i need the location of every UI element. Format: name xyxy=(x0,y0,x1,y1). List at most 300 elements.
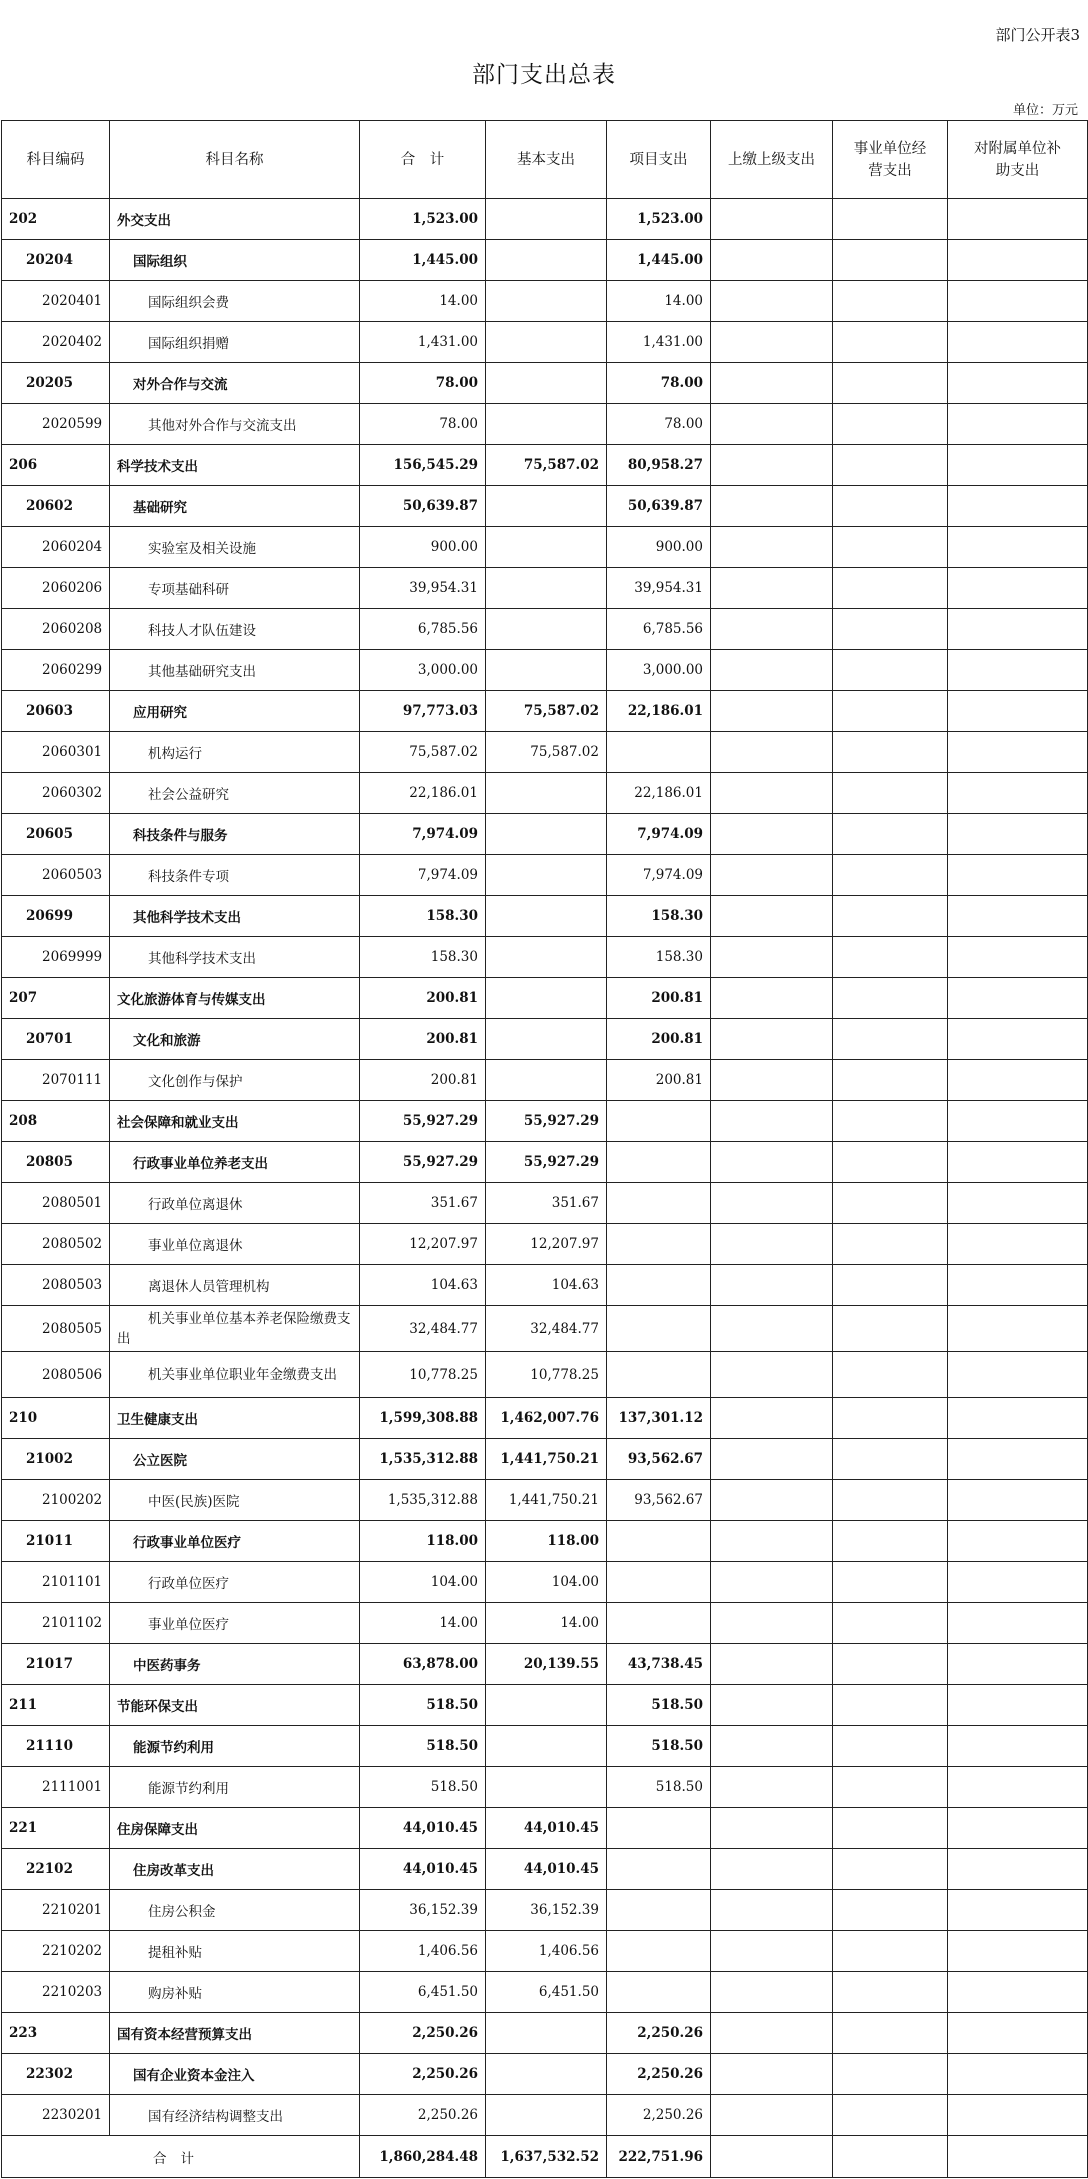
table-row xyxy=(2,322,1088,363)
project-cell: 1,523.00 xyxy=(607,199,711,240)
total-cell: 2,250.26 xyxy=(360,2013,486,2054)
subsidy-cell xyxy=(948,1521,1088,1562)
project-cell xyxy=(607,1849,711,1890)
total-cell: 518.50 xyxy=(360,1685,486,1726)
business-operation-cell xyxy=(833,609,948,650)
total-project: 222,751.96 xyxy=(607,2136,711,2178)
business-operation-cell xyxy=(833,691,948,732)
total-cell: 2,250.26 xyxy=(360,2095,486,2136)
subject-code-cell: 2020402 xyxy=(2,322,110,363)
project-cell: 22,186.01 xyxy=(607,691,711,732)
subject-code-cell: 2060503 xyxy=(2,855,110,896)
basic-cell: 1,441,750.21 xyxy=(486,1480,607,1521)
table-row xyxy=(2,281,1088,322)
upper-remit-cell xyxy=(711,1562,833,1603)
subsidy-cell xyxy=(948,1183,1088,1224)
subsidy-cell xyxy=(948,1142,1088,1183)
upper-remit-cell xyxy=(711,240,833,281)
business-operation-cell xyxy=(833,1521,948,1562)
basic-cell: 55,927.29 xyxy=(486,1142,607,1183)
table-row xyxy=(2,650,1088,691)
subject-name-cell: 行政单位医疗 xyxy=(110,1562,360,1603)
subject-name-cell: 其他基础研究支出 xyxy=(110,650,360,691)
subsidy-cell xyxy=(948,1398,1088,1439)
business-operation-cell xyxy=(833,1060,948,1101)
business-operation-cell xyxy=(833,445,948,486)
subsidy-cell xyxy=(948,1352,1088,1398)
table-row xyxy=(2,1265,1088,1306)
project-cell xyxy=(607,1931,711,1972)
header-total: 合 计 xyxy=(360,121,486,199)
total-cell: 6,785.56 xyxy=(360,609,486,650)
total-subsidy xyxy=(948,2136,1088,2178)
total-cell: 1,431.00 xyxy=(360,322,486,363)
subject-name-cell: 社会保障和就业支出 xyxy=(110,1101,360,1142)
project-cell: 158.30 xyxy=(607,937,711,978)
table-row xyxy=(2,1101,1088,1142)
business-operation-cell xyxy=(833,1265,948,1306)
subject-code-cell: 223 xyxy=(2,2013,110,2054)
subject-code-cell: 211 xyxy=(2,1685,110,1726)
subject-code-cell: 2230201 xyxy=(2,2095,110,2136)
subject-name-cell: 文化和旅游 xyxy=(110,1019,360,1060)
basic-cell: 6,451.50 xyxy=(486,1972,607,2013)
table-row xyxy=(2,240,1088,281)
upper-remit-cell xyxy=(711,855,833,896)
subject-code-cell: 21002 xyxy=(2,1439,110,1480)
project-cell: 22,186.01 xyxy=(607,773,711,814)
total-cell: 1,406.56 xyxy=(360,1931,486,1972)
subject-name-cell: 国际组织捐赠 xyxy=(110,322,360,363)
basic-cell: 351.67 xyxy=(486,1183,607,1224)
project-cell: 78.00 xyxy=(607,363,711,404)
subject-code-cell: 2080502 xyxy=(2,1224,110,1265)
total-cell: 200.81 xyxy=(360,978,486,1019)
project-cell xyxy=(607,1265,711,1306)
basic-cell xyxy=(486,486,607,527)
basic-cell: 118.00 xyxy=(486,1521,607,1562)
basic-cell xyxy=(486,568,607,609)
subject-name-cell: 对外合作与交流 xyxy=(110,363,360,404)
upper-remit-cell xyxy=(711,1101,833,1142)
total-label: 合计 xyxy=(2,2136,360,2178)
total-cell: 78.00 xyxy=(360,404,486,445)
project-cell: 518.50 xyxy=(607,1767,711,1808)
upper-remit-cell xyxy=(711,1603,833,1644)
project-cell xyxy=(607,1101,711,1142)
total-cell: 44,010.45 xyxy=(360,1849,486,1890)
upper-remit-cell xyxy=(711,1849,833,1890)
basic-cell: 10,778.25 xyxy=(486,1352,607,1398)
project-cell: 6,785.56 xyxy=(607,609,711,650)
basic-cell: 75,587.02 xyxy=(486,691,607,732)
business-operation-cell xyxy=(833,404,948,445)
basic-cell xyxy=(486,281,607,322)
subject-code-cell: 207 xyxy=(2,978,110,1019)
project-cell: 200.81 xyxy=(607,1019,711,1060)
header-subsidy: 对附属单位补助支出 xyxy=(948,121,1088,199)
business-operation-cell xyxy=(833,1767,948,1808)
total-cell: 200.81 xyxy=(360,1060,486,1101)
upper-remit-cell xyxy=(711,199,833,240)
subject-name-cell: 基础研究 xyxy=(110,486,360,527)
total-cell: 75,587.02 xyxy=(360,732,486,773)
business-operation-cell xyxy=(833,937,948,978)
total-cell: 1,523.00 xyxy=(360,199,486,240)
total-upper-remit xyxy=(711,2136,833,2178)
header-upper-remit: 上缴上级支出 xyxy=(711,121,833,199)
total-cell: 12,207.97 xyxy=(360,1224,486,1265)
project-cell: 518.50 xyxy=(607,1685,711,1726)
upper-remit-cell xyxy=(711,1890,833,1931)
project-cell: 2,250.26 xyxy=(607,2054,711,2095)
business-operation-cell xyxy=(833,1603,948,1644)
project-cell: 2,250.26 xyxy=(607,2095,711,2136)
project-cell xyxy=(607,1306,711,1352)
upper-remit-cell xyxy=(711,937,833,978)
table-row xyxy=(2,1603,1088,1644)
upper-remit-cell xyxy=(711,1521,833,1562)
total-cell: 156,545.29 xyxy=(360,445,486,486)
subject-name-cell: 机构运行 xyxy=(110,732,360,773)
basic-cell xyxy=(486,322,607,363)
subject-code-cell: 20805 xyxy=(2,1142,110,1183)
project-cell: 1,431.00 xyxy=(607,322,711,363)
subject-code-cell: 2210202 xyxy=(2,1931,110,1972)
total-cell: 10,778.25 xyxy=(360,1352,486,1398)
table-row xyxy=(2,1521,1088,1562)
business-operation-cell xyxy=(833,1849,948,1890)
project-cell xyxy=(607,1808,711,1849)
upper-remit-cell xyxy=(711,650,833,691)
subject-name-cell: 行政单位离退休 xyxy=(110,1183,360,1224)
subsidy-cell xyxy=(948,1060,1088,1101)
table-number-label: 部门公开表3 xyxy=(995,26,1080,44)
subject-name-cell: 能源节约利用 xyxy=(110,1767,360,1808)
table-row xyxy=(2,527,1088,568)
basic-cell xyxy=(486,404,607,445)
total-cell: 55,927.29 xyxy=(360,1101,486,1142)
basic-cell: 14.00 xyxy=(486,1603,607,1644)
upper-remit-cell xyxy=(711,2054,833,2095)
project-cell: 1,445.00 xyxy=(607,240,711,281)
subsidy-cell xyxy=(948,1767,1088,1808)
subject-name-cell: 提租补贴 xyxy=(110,1931,360,1972)
total-cell: 14.00 xyxy=(360,281,486,322)
subsidy-cell xyxy=(948,1306,1088,1352)
total-cell: 55,927.29 xyxy=(360,1142,486,1183)
subject-code-cell: 2060206 xyxy=(2,568,110,609)
subject-name-cell: 其他科学技术支出 xyxy=(110,896,360,937)
subsidy-cell xyxy=(948,2095,1088,2136)
subject-code-cell: 221 xyxy=(2,1808,110,1849)
subject-name-cell: 离退休人员管理机构 xyxy=(110,1265,360,1306)
upper-remit-cell xyxy=(711,322,833,363)
subject-name-cell: 机关事业单位职业年金缴费支出 xyxy=(110,1352,360,1398)
subsidy-cell xyxy=(948,1439,1088,1480)
total-cell: 200.81 xyxy=(360,1019,486,1060)
business-operation-cell xyxy=(833,1931,948,1972)
business-operation-cell xyxy=(833,568,948,609)
subject-code-cell: 2060204 xyxy=(2,527,110,568)
basic-cell xyxy=(486,650,607,691)
subsidy-cell xyxy=(948,855,1088,896)
basic-cell xyxy=(486,609,607,650)
total-cell: 518.50 xyxy=(360,1767,486,1808)
total-cell: 97,773.03 xyxy=(360,691,486,732)
basic-cell xyxy=(486,814,607,855)
total-cell: 50,639.87 xyxy=(360,486,486,527)
subject-code-cell: 2080501 xyxy=(2,1183,110,1224)
upper-remit-cell xyxy=(711,1480,833,1521)
basic-cell xyxy=(486,896,607,937)
subject-name-cell: 住房公积金 xyxy=(110,1890,360,1931)
upper-remit-cell xyxy=(711,404,833,445)
table-row xyxy=(2,1808,1088,1849)
basic-cell xyxy=(486,1060,607,1101)
project-cell xyxy=(607,1890,711,1931)
subject-name-cell: 住房保障支出 xyxy=(110,1808,360,1849)
business-operation-cell xyxy=(833,1644,948,1685)
upper-remit-cell xyxy=(711,1685,833,1726)
subject-code-cell: 2060301 xyxy=(2,732,110,773)
business-operation-cell xyxy=(833,281,948,322)
project-cell xyxy=(607,1183,711,1224)
subject-code-cell: 2111001 xyxy=(2,1767,110,1808)
project-cell xyxy=(607,1224,711,1265)
subject-code-cell: 2020401 xyxy=(2,281,110,322)
table-row xyxy=(2,773,1088,814)
subsidy-cell xyxy=(948,1931,1088,1972)
upper-remit-cell xyxy=(711,527,833,568)
table-row xyxy=(2,732,1088,773)
project-cell: 158.30 xyxy=(607,896,711,937)
subject-code-cell: 2060302 xyxy=(2,773,110,814)
basic-cell: 75,587.02 xyxy=(486,445,607,486)
subject-code-cell: 21017 xyxy=(2,1644,110,1685)
table-body xyxy=(2,199,1088,2136)
header-basic: 基本支出 xyxy=(486,121,607,199)
project-cell xyxy=(607,1521,711,1562)
total-cell: 104.63 xyxy=(360,1265,486,1306)
basic-cell: 44,010.45 xyxy=(486,1808,607,1849)
business-operation-cell xyxy=(833,1306,948,1352)
project-cell: 39,954.31 xyxy=(607,568,711,609)
business-operation-cell xyxy=(833,978,948,1019)
business-operation-cell xyxy=(833,1183,948,1224)
basic-cell xyxy=(486,2013,607,2054)
subject-name-cell: 社会公益研究 xyxy=(110,773,360,814)
upper-remit-cell xyxy=(711,1224,833,1265)
upper-remit-cell xyxy=(711,363,833,404)
subsidy-cell xyxy=(948,732,1088,773)
basic-cell xyxy=(486,240,607,281)
table-row xyxy=(2,814,1088,855)
subject-code-cell: 21011 xyxy=(2,1521,110,1562)
subject-name-cell: 科技人才队伍建设 xyxy=(110,609,360,650)
subject-name-cell: 事业单位医疗 xyxy=(110,1603,360,1644)
subject-code-cell: 20205 xyxy=(2,363,110,404)
subsidy-cell xyxy=(948,1603,1088,1644)
project-cell: 43,738.45 xyxy=(607,1644,711,1685)
table-row xyxy=(2,1142,1088,1183)
header-name: 科目名称 xyxy=(110,121,360,199)
project-cell: 50,639.87 xyxy=(607,486,711,527)
project-cell xyxy=(607,1142,711,1183)
upper-remit-cell xyxy=(711,1644,833,1685)
business-operation-cell xyxy=(833,650,948,691)
subject-code-cell: 2080506 xyxy=(2,1352,110,1398)
table-row xyxy=(2,2054,1088,2095)
basic-cell: 1,462,007.76 xyxy=(486,1398,607,1439)
subject-code-cell: 20701 xyxy=(2,1019,110,1060)
subject-name-cell: 公立医院 xyxy=(110,1439,360,1480)
subject-name-cell: 实验室及相关设施 xyxy=(110,527,360,568)
business-operation-cell xyxy=(833,1398,948,1439)
subsidy-cell xyxy=(948,1890,1088,1931)
business-operation-cell xyxy=(833,1439,948,1480)
project-cell xyxy=(607,1352,711,1398)
table-row xyxy=(2,1767,1088,1808)
subject-name-cell: 国有企业资本金注入 xyxy=(110,2054,360,2095)
project-cell: 93,562.67 xyxy=(607,1480,711,1521)
business-operation-cell xyxy=(833,1726,948,1767)
subject-name-cell: 节能环保支出 xyxy=(110,1685,360,1726)
basic-cell xyxy=(486,527,607,568)
subject-code-cell: 21110 xyxy=(2,1726,110,1767)
basic-cell xyxy=(486,199,607,240)
subject-name-cell: 能源节约利用 xyxy=(110,1726,360,1767)
upper-remit-cell xyxy=(711,281,833,322)
business-operation-cell xyxy=(833,1142,948,1183)
subsidy-cell xyxy=(948,1726,1088,1767)
business-operation-cell xyxy=(833,2013,948,2054)
table-row xyxy=(2,691,1088,732)
subject-name-cell: 其他科学技术支出 xyxy=(110,937,360,978)
basic-cell xyxy=(486,937,607,978)
project-cell: 137,301.12 xyxy=(607,1398,711,1439)
business-operation-cell xyxy=(833,1685,948,1726)
total-basic: 1,637,532.52 xyxy=(486,2136,607,2178)
total-business-operation xyxy=(833,2136,948,2178)
header-project: 项目支出 xyxy=(607,121,711,199)
subject-name-cell: 外交支出 xyxy=(110,199,360,240)
subject-name-cell: 行政事业单位医疗 xyxy=(110,1521,360,1562)
header-business-operation: 事业单位经营支出 xyxy=(833,121,948,199)
table-row xyxy=(2,978,1088,1019)
upper-remit-cell xyxy=(711,1142,833,1183)
table-row xyxy=(2,1224,1088,1265)
total-cell: 118.00 xyxy=(360,1521,486,1562)
business-operation-cell xyxy=(833,527,948,568)
subject-name-cell: 文化创作与保护 xyxy=(110,1060,360,1101)
business-operation-cell xyxy=(833,1019,948,1060)
subject-code-cell: 206 xyxy=(2,445,110,486)
subject-name-cell: 科技条件专项 xyxy=(110,855,360,896)
total-cell: 39,954.31 xyxy=(360,568,486,609)
project-cell: 7,974.09 xyxy=(607,855,711,896)
upper-remit-cell xyxy=(711,1726,833,1767)
subsidy-cell xyxy=(948,199,1088,240)
business-operation-cell xyxy=(833,732,948,773)
subject-code-cell: 22302 xyxy=(2,2054,110,2095)
business-operation-cell xyxy=(833,2054,948,2095)
basic-cell xyxy=(486,855,607,896)
subject-code-cell: 2069999 xyxy=(2,937,110,978)
upper-remit-cell xyxy=(711,1265,833,1306)
subsidy-cell xyxy=(948,322,1088,363)
table-row xyxy=(2,1352,1088,1398)
subsidy-cell xyxy=(948,363,1088,404)
table-row xyxy=(2,486,1088,527)
business-operation-cell xyxy=(833,1352,948,1398)
project-cell: 518.50 xyxy=(607,1726,711,1767)
subsidy-cell xyxy=(948,1101,1088,1142)
total-cell: 78.00 xyxy=(360,363,486,404)
subject-code-cell: 22102 xyxy=(2,1849,110,1890)
basic-cell xyxy=(486,1685,607,1726)
subject-code-cell: 2080503 xyxy=(2,1265,110,1306)
total-cell: 2,250.26 xyxy=(360,2054,486,2095)
subject-name-cell: 住房改革支出 xyxy=(110,1849,360,1890)
subsidy-cell xyxy=(948,568,1088,609)
subsidy-cell xyxy=(948,1224,1088,1265)
subsidy-cell xyxy=(948,445,1088,486)
table-row xyxy=(2,1644,1088,1685)
table-row xyxy=(2,1480,1088,1521)
business-operation-cell xyxy=(833,1480,948,1521)
project-cell: 93,562.67 xyxy=(607,1439,711,1480)
total-cell: 158.30 xyxy=(360,896,486,937)
project-cell: 80,958.27 xyxy=(607,445,711,486)
subsidy-cell xyxy=(948,1849,1088,1890)
basic-cell xyxy=(486,773,607,814)
upper-remit-cell xyxy=(711,1060,833,1101)
basic-cell xyxy=(486,978,607,1019)
upper-remit-cell xyxy=(711,773,833,814)
subsidy-cell xyxy=(948,1480,1088,1521)
table-row xyxy=(2,855,1088,896)
upper-remit-cell xyxy=(711,691,833,732)
subject-code-cell: 20603 xyxy=(2,691,110,732)
business-operation-cell xyxy=(833,773,948,814)
subject-code-cell: 20699 xyxy=(2,896,110,937)
basic-cell: 1,441,750.21 xyxy=(486,1439,607,1480)
subsidy-cell xyxy=(948,240,1088,281)
subject-name-cell: 科技条件与服务 xyxy=(110,814,360,855)
subject-code-cell: 2060299 xyxy=(2,650,110,691)
project-cell: 7,974.09 xyxy=(607,814,711,855)
total-cell: 1,599,308.88 xyxy=(360,1398,486,1439)
subject-name-cell: 科学技术支出 xyxy=(110,445,360,486)
subject-name-cell: 卫生健康支出 xyxy=(110,1398,360,1439)
subject-name-cell: 应用研究 xyxy=(110,691,360,732)
upper-remit-cell xyxy=(711,445,833,486)
table-row xyxy=(2,1562,1088,1603)
total-row xyxy=(2,2136,1088,2178)
upper-remit-cell xyxy=(711,896,833,937)
subsidy-cell xyxy=(948,1808,1088,1849)
subject-name-cell: 文化旅游体育与传媒支出 xyxy=(110,978,360,1019)
basic-cell: 36,152.39 xyxy=(486,1890,607,1931)
basic-cell xyxy=(486,1726,607,1767)
project-cell xyxy=(607,1603,711,1644)
business-operation-cell xyxy=(833,896,948,937)
project-cell: 900.00 xyxy=(607,527,711,568)
page-title: 部门支出总表 xyxy=(472,62,616,88)
total-cell: 36,152.39 xyxy=(360,1890,486,1931)
subject-code-cell: 208 xyxy=(2,1101,110,1142)
